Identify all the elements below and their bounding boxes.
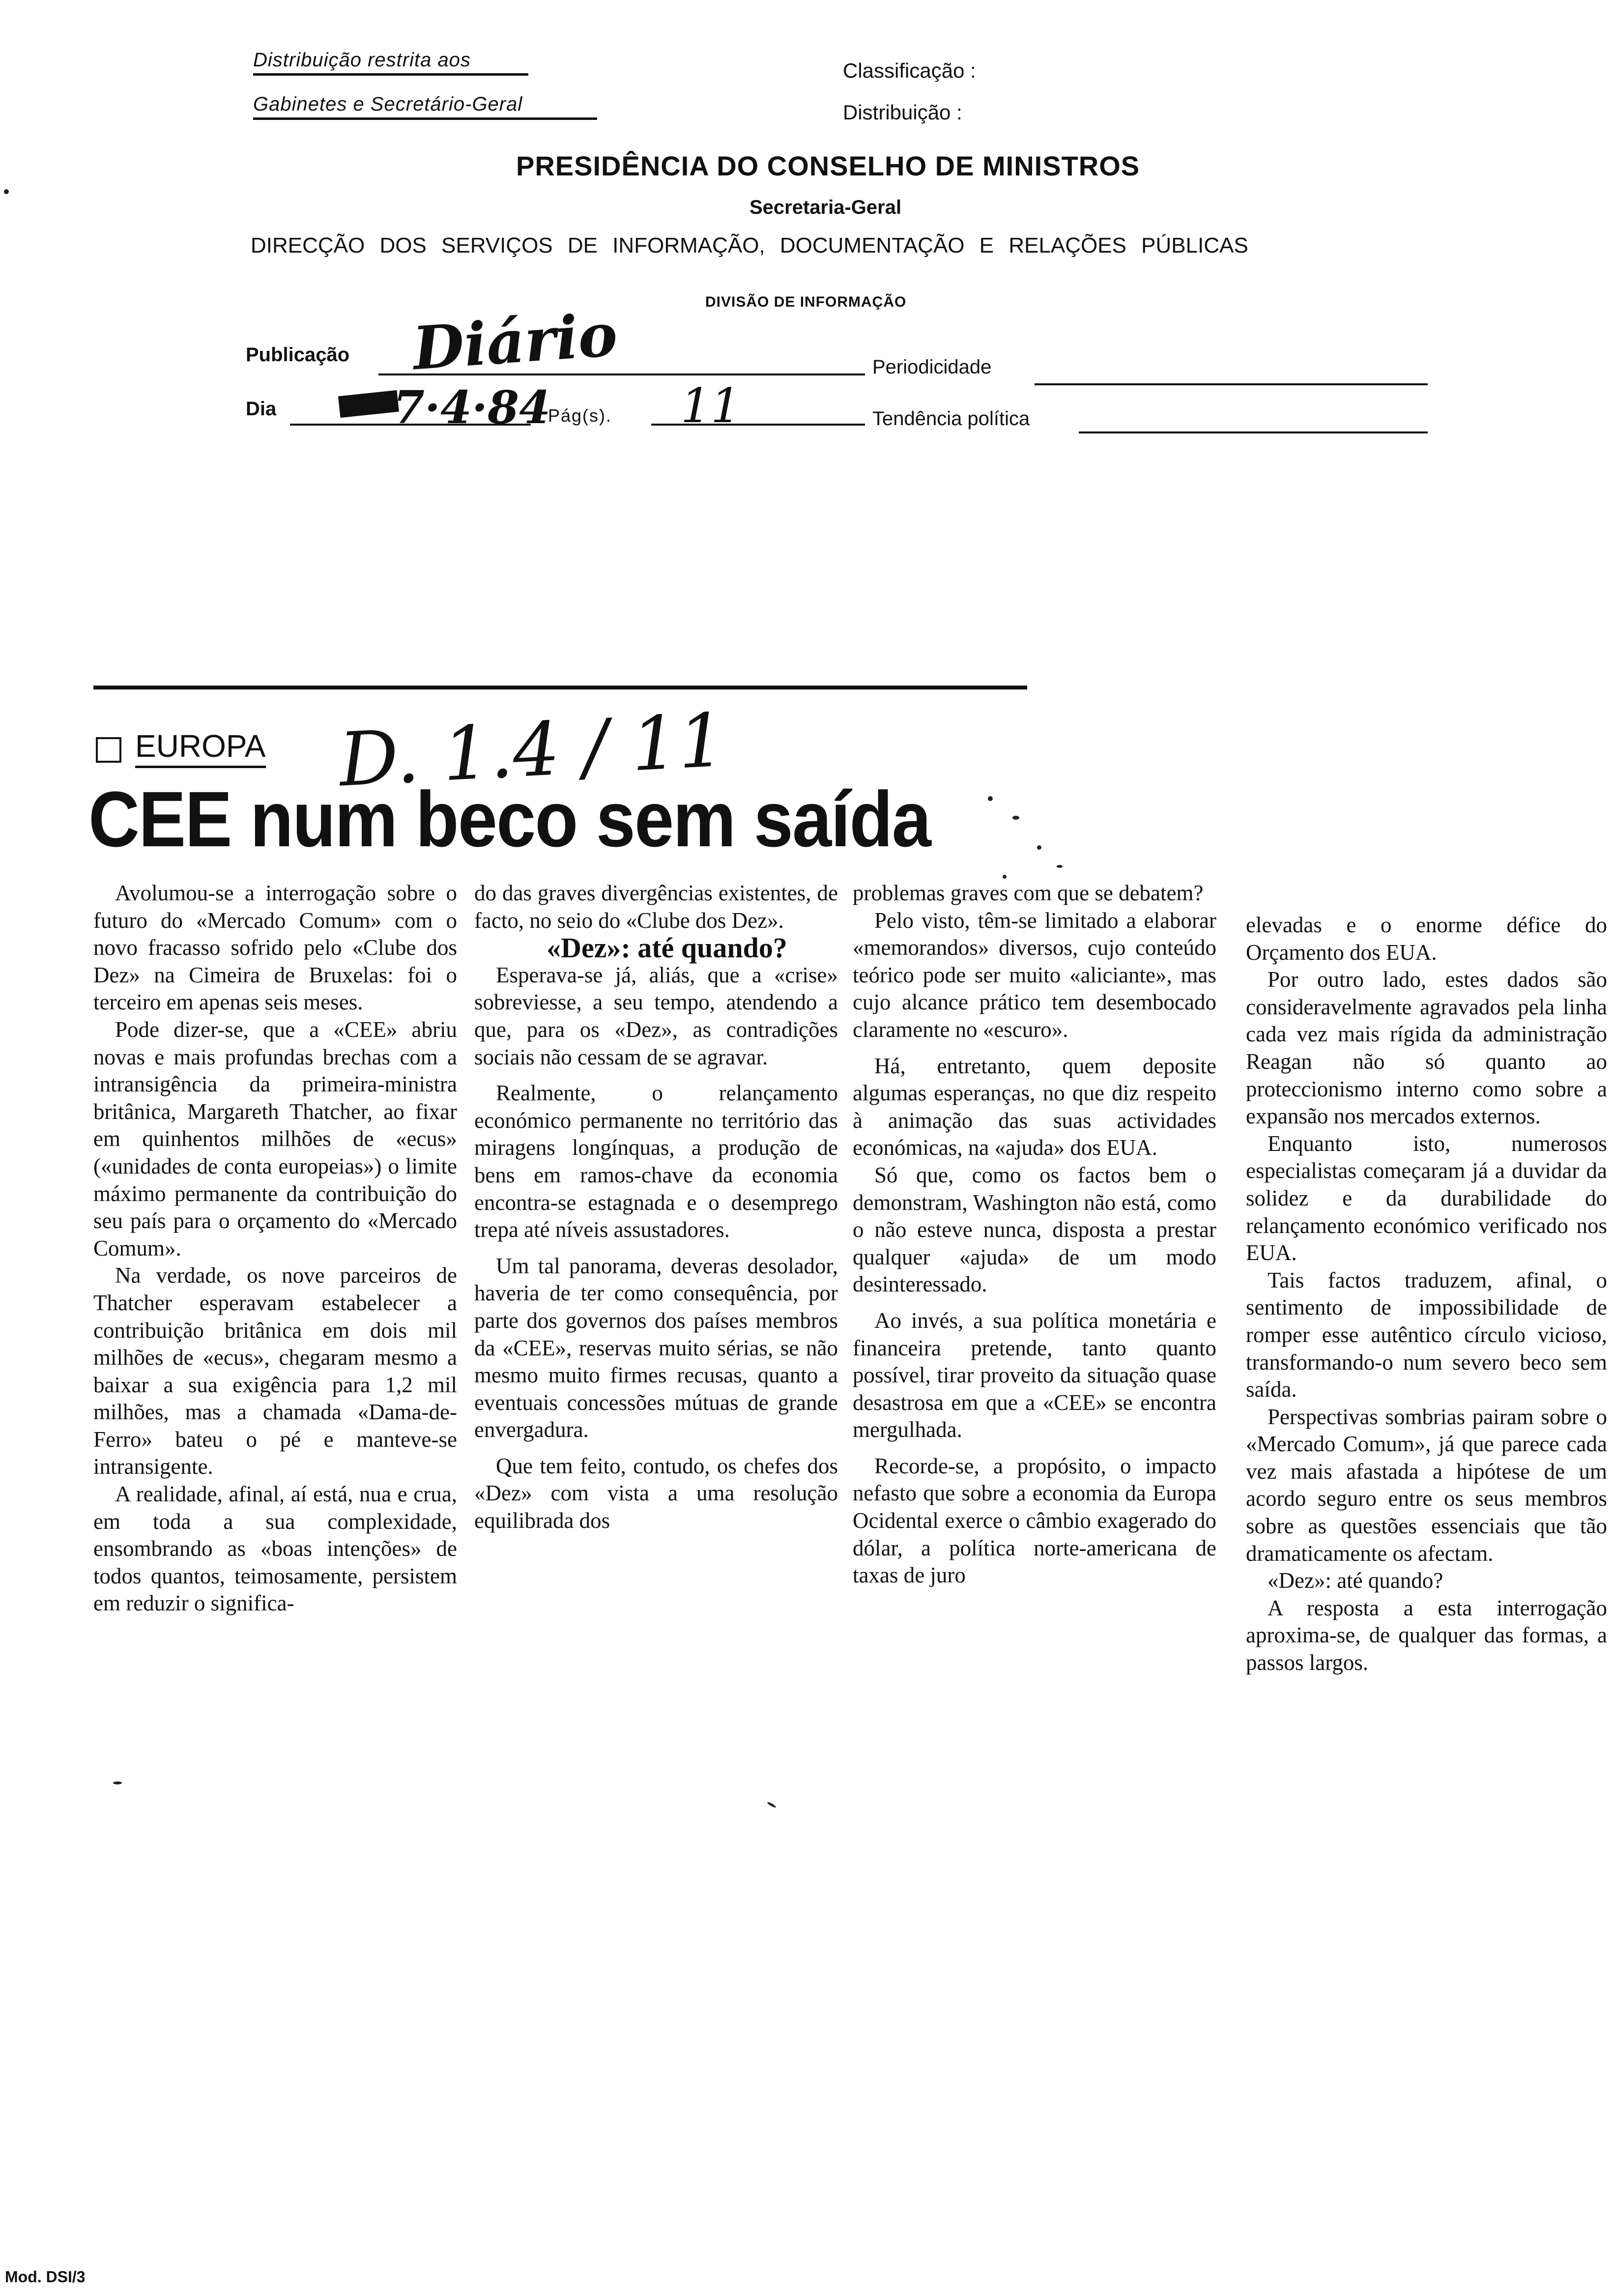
article-column-3 xyxy=(853,880,1216,1589)
classificacao-label: Classificação : xyxy=(843,59,976,82)
ink-speck xyxy=(113,1781,122,1784)
paragraph: Esperava-se já, aliás, que a «crise» sobreviesse, a seu tempo, atendendo a que, para os «Dez», as contradições sociais não cessam de se agravar. xyxy=(474,962,838,1069)
paragraph: Recorde-se, a propósito, o impacto nefasto que sobre a economia da Europa Ocidental exerce o câmbio exagerado do dólar, a política norte-americana de taxas de juro xyxy=(853,1453,1216,1588)
paragraph: Ao invés, a sua política monetária e financeira pretende, tanto quanto possível, tirar proveito da situação quase desastrosa em que a «CEE» se encontra mergulhada. xyxy=(853,1308,1216,1442)
handwritten-reference: D. 1.4 / 11 xyxy=(337,697,727,804)
pags-label: Pág(s). xyxy=(548,405,612,426)
divisao-informacao: DIVISÃO DE INFORMAÇÃO xyxy=(705,294,907,310)
tendencia-line xyxy=(1079,431,1428,433)
section-label: EUROPA xyxy=(135,726,266,768)
paragraph: Por outro lado, estes dados são consideravelmente agravados pela linha cada vez mais rígida da administração Reagan não só quanto ao proteccionismo interno como sobre a expansão nos mercados externos. xyxy=(1246,967,1607,1129)
dia-label: Dia xyxy=(246,398,277,420)
ink-speck xyxy=(1057,865,1063,868)
periodicidade-line xyxy=(1035,383,1428,385)
article-column-4 xyxy=(1246,912,1607,1677)
checkbox-square-icon xyxy=(96,737,121,763)
paragraph: Pelo visto, têm-se limitado a elaborar «memorandos» diversos, cujo conteúdo teórico pode ser muito «aliciante», mas cujo alcance prático tem desembocado claramente no «escuro». xyxy=(853,908,1216,1042)
paragraph: Há, entretanto, quem deposite algumas esperanças, no que diz respeito à animação das suas actividades económicas, na «ajuda» dos EUA. xyxy=(853,1053,1216,1160)
paragraph: Que tem feito, contudo, os chefes dos «Dez» com vista a uma resolução equilibrada dos xyxy=(474,1453,838,1533)
subheading: «Dez»: até quando? xyxy=(547,932,787,964)
tendencia-label: Tendência política xyxy=(872,408,1030,430)
headline: CEE num beco sem saída xyxy=(88,775,931,863)
paragraph: Um tal panorama, deveras desolador, haveria de ter como consequência, por parte dos governos dos países membros da «CEE», reservas muito sérias, se não mesmo muito firmes recusas, quanto a eventuais concessões mútuas de grande envergadura. xyxy=(474,1253,838,1442)
article-column-2 xyxy=(474,880,838,1535)
article-column-1 xyxy=(93,880,457,1617)
presidency-title: PRESIDÊNCIA DO CONSELHO DE MINISTROS xyxy=(516,150,1140,181)
paragraph: do das graves divergências existentes, de facto, no seio do «Clube dos Dez». xyxy=(474,881,838,933)
ink-speck xyxy=(4,189,9,194)
publicacao-label: Publicação xyxy=(246,344,350,366)
paragraph: A realidade, afinal, aí está, nua e crua, em toda a sua complexidade, ensombrando as «boas intenções» de todos quantos, teimosamente, persistem em reduzir o significa- xyxy=(93,1482,457,1616)
paragraph: Só que, como os factos bem o demonstram, Washington não está, como o não esteve nunca, disposta a prestar qualquer «ajuda» de um modo desinteressado. xyxy=(853,1162,1216,1297)
restricted-distribution-line2: Gabinetes e Secretário-Geral xyxy=(253,93,597,120)
paragraph: problemas graves com que se debatem? xyxy=(853,881,1204,905)
restricted-distribution-line1: Distribuição restrita aos xyxy=(253,49,528,76)
distribuicao-label: Distribuição : xyxy=(843,101,962,124)
periodicidade-label: Periodicidade xyxy=(872,356,992,378)
pags-handwritten: 11 xyxy=(681,378,741,433)
publicacao-handwritten: Diário xyxy=(410,300,620,384)
ink-speck xyxy=(1003,875,1007,879)
ink-speck xyxy=(1012,816,1019,820)
paragraph: A resposta a esta interrogação aproxima-se, de qualquer das formas, a passos largos. xyxy=(1246,1595,1607,1675)
direccao-servicos: DIRECÇÃO DOS SERVIÇOS DE INFORMAÇÃO, DOCUMENTAÇÃO E RELAÇÕES PÚBLICAS xyxy=(251,233,1248,258)
dia-handwritten: 7·4·84 xyxy=(393,381,551,434)
paragraph: Perspectivas sombrias pairam sobre o «Mercado Comum», já que parece cada vez mais afastada a hipótese de um acordo seguro entre os seus membros sobre as questões essenciais que tão dramaticamente os afectam. xyxy=(1246,1404,1607,1566)
paragraph: Pode dizer-se, que a «CEE» abriu novas e mais profundas brechas com a intransigência da primeira-ministra britânica, Margareth Thatcher, ao fixar em quinhentos milhões de «ecus» («unidades de conta europeias») o limite máximo permanente da contribuição do seu país para o orçamento do «Mercado Comum». xyxy=(93,1017,457,1261)
article-top-rule xyxy=(93,686,1027,689)
ink-speck xyxy=(1037,845,1041,850)
secretaria-geral: Secretaria-Geral xyxy=(749,197,902,218)
dia-scribble xyxy=(338,390,399,418)
ink-speck xyxy=(988,796,993,801)
paragraph: Tais factos traduzem, afinal, o sentimento de impossibilidade de romper esse autêntico círculo vicioso, transformando-o num severo beco sem saída. xyxy=(1246,1267,1607,1402)
paragraph: Na verdade, os nove parceiros de Thatcher esperavam estabelecer a contribuição britânica em dois mil milhões de «ecus», chegaram mesmo a baixar a sua exigência para 1,2 mil milhões, mas a chamada «Dama-de-Ferro» bateu o pé e manteve-se intransigente. xyxy=(93,1263,457,1479)
paragraph: elevadas e o enorme défice do Orçamento dos EUA. xyxy=(1246,913,1607,965)
model-code: Mod. DSI/3 xyxy=(5,2268,86,2286)
paragraph: Avolumou-se a interrogação sobre o futuro do «Mercado Comum» com o novo fracasso sofrido pelo «Clube dos Dez» na Cimeira de Bruxelas: foi o terceiro em apenas seis meses. xyxy=(93,881,457,1015)
paragraph: Realmente, o relançamento económico permanente no território das miragens longínquas, a produção de bens em ramos-chave da economia encontra-se estagnada e o desemprego trepa até níveis assustadores. xyxy=(474,1081,838,1242)
paragraph: Enquanto isto, numerosos especialistas começaram já a duvidar da solidez e da durabilidade do relançamento económico verificado nos EUA. xyxy=(1246,1131,1607,1265)
paragraph: «Dez»: até quando? xyxy=(1267,1568,1443,1593)
ink-speck xyxy=(767,1801,777,1808)
